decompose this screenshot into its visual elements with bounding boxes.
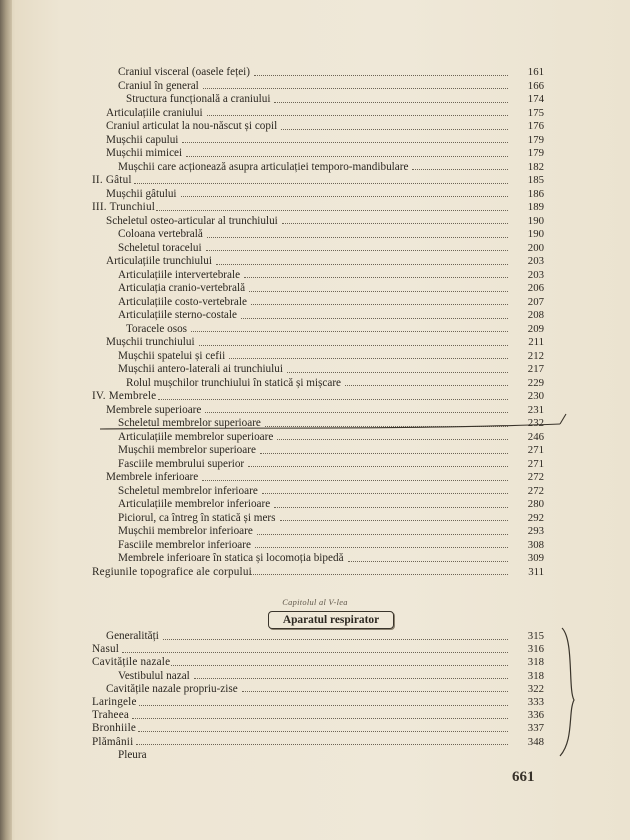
chapter-title: Aparatul respirator bbox=[268, 611, 394, 629]
dot-leader bbox=[139, 693, 508, 706]
toc-entry-title: Piciorul, ca întreg în statică și mers bbox=[118, 511, 276, 524]
dot-leader bbox=[241, 306, 508, 319]
toc-entry-title: Generalități bbox=[106, 630, 159, 642]
toc-page-number: 280 bbox=[527, 498, 544, 510]
toc-entry-title: Scheletul membrelor inferioare bbox=[118, 484, 258, 497]
toc-page-number: 316 bbox=[527, 643, 544, 656]
toc-page-number: 292 bbox=[527, 511, 544, 524]
dot-leader bbox=[134, 171, 508, 184]
dot-leader bbox=[194, 667, 508, 680]
dot-leader bbox=[158, 387, 508, 400]
dot-leader bbox=[242, 680, 508, 693]
toc-entry bbox=[84, 566, 544, 580]
toc-entry-title: Scheletul toracelui bbox=[118, 241, 202, 254]
toc-entry-title: Craniul articulat la nou-născut și copil bbox=[106, 120, 278, 132]
dot-leader bbox=[244, 266, 508, 279]
toc-page-number: 208 bbox=[527, 309, 544, 321]
toc-entry bbox=[84, 736, 544, 749]
toc-page-number: 211 bbox=[528, 336, 544, 348]
toc-page-number: 231 bbox=[527, 403, 544, 416]
toc-entry-title: Traheea bbox=[92, 709, 130, 722]
toc-page-number: 272 bbox=[527, 484, 544, 497]
dot-leader bbox=[281, 117, 508, 130]
toc-entry-title: Mușchii spatelui și cefii bbox=[118, 349, 226, 362]
toc-page-number: 217 bbox=[527, 363, 544, 375]
dot-leader bbox=[122, 640, 508, 653]
dot-leader bbox=[181, 185, 508, 198]
toc-entry-title: Craniul visceral (oasele feței) bbox=[118, 66, 251, 78]
toc-entry-title: Mușchii antero-laterali ai trunchiului bbox=[118, 363, 283, 375]
dot-leader bbox=[262, 482, 508, 495]
toc-entry-title: Articulația cranio-vertebrală bbox=[118, 282, 246, 294]
book-spine-shadow bbox=[0, 0, 12, 840]
toc-entry-title: Scheletul membrelor superioare bbox=[118, 417, 261, 429]
toc-page-number: 271 bbox=[527, 457, 544, 470]
toc-page-number: 203 bbox=[527, 255, 544, 267]
dot-leader bbox=[199, 333, 508, 346]
dot-leader bbox=[138, 719, 508, 732]
dot-leader bbox=[203, 77, 508, 90]
toc-page-number: 175 bbox=[527, 106, 544, 119]
toc-page-number: 161 bbox=[527, 66, 544, 78]
dot-leader bbox=[191, 320, 508, 333]
toc-entry-title: Mușchii trunchiului bbox=[106, 336, 195, 348]
dot-leader bbox=[205, 401, 508, 414]
toc-entry-title: Nasul bbox=[92, 643, 120, 656]
toc-entry-title: IV. Membrele bbox=[92, 390, 157, 402]
toc-page-number: 333 bbox=[527, 695, 544, 708]
respiratory-contents bbox=[84, 630, 544, 762]
toc-entry-title: Fasciile membrului superior bbox=[118, 457, 245, 470]
toc-entry-title: Mușchii gâtului bbox=[106, 187, 177, 200]
toc-page-number: 229 bbox=[527, 376, 544, 389]
dot-leader bbox=[287, 360, 508, 373]
toc-page-number: 272 bbox=[527, 471, 544, 483]
toc-entry-title: Membrele superioare bbox=[106, 403, 202, 416]
dot-leader bbox=[280, 509, 508, 522]
toc-page-number: 318 bbox=[527, 656, 544, 669]
dot-leader bbox=[182, 131, 508, 144]
toc-entry-title: Articulațiile intervertebrale bbox=[118, 268, 241, 281]
dot-leader bbox=[186, 144, 508, 157]
toc-entry-title: Structura funcțională a craniului bbox=[126, 93, 271, 105]
toc-entry-title: Craniul în general bbox=[118, 79, 199, 92]
dot-leader bbox=[206, 239, 508, 252]
toc-page-number: 232 bbox=[527, 417, 544, 429]
toc-page-number: 176 bbox=[527, 120, 544, 132]
dot-leader bbox=[254, 63, 508, 76]
toc-page-number: 206 bbox=[527, 282, 544, 294]
toc-page-number: 246 bbox=[527, 430, 544, 443]
toc-entry-title: Laringele bbox=[92, 695, 137, 708]
toc-entry-title: Articulațiile membrelor inferioare bbox=[118, 498, 271, 510]
dot-leader bbox=[156, 198, 508, 211]
toc-page-number: 185 bbox=[527, 174, 544, 186]
toc-page-number: 337 bbox=[527, 722, 544, 735]
toc-entry-title: Membrele inferioare bbox=[106, 471, 199, 483]
dot-leader bbox=[345, 374, 508, 387]
dot-leader bbox=[412, 158, 508, 171]
dot-leader bbox=[132, 706, 508, 719]
toc-page-number: 308 bbox=[527, 538, 544, 551]
toc-page-number: 200 bbox=[527, 241, 544, 254]
toc-page-number: 348 bbox=[527, 735, 544, 748]
dot-leader bbox=[251, 293, 508, 306]
dot-leader bbox=[207, 104, 508, 117]
toc-entry-title: Coloana vertebrală bbox=[118, 228, 203, 240]
dot-leader bbox=[277, 428, 508, 441]
toc-page-number: 322 bbox=[527, 682, 544, 695]
toc-page-number: 318 bbox=[527, 669, 544, 682]
dot-leader bbox=[265, 414, 508, 427]
toc-page-number: 315 bbox=[527, 630, 544, 642]
toc-page-number: 230 bbox=[527, 390, 544, 402]
toc-page-number: 311 bbox=[528, 565, 544, 578]
toc-page-number: 174 bbox=[527, 93, 544, 105]
toc-page-number: 179 bbox=[527, 147, 544, 159]
toc-entry-title: Articulațiile sterno-costale bbox=[118, 309, 237, 321]
toc-entry-title: Mușchii care acționează asupra articulației temporo-mandibulare bbox=[118, 160, 409, 173]
dot-leader bbox=[260, 441, 508, 454]
dot-leader bbox=[229, 347, 508, 360]
toc-entry-title: Mușchii mimicei bbox=[106, 147, 183, 159]
toc-entry-title: Fasciile membrelor inferioare bbox=[118, 538, 251, 551]
dot-leader bbox=[163, 627, 508, 640]
dot-leader bbox=[348, 549, 508, 562]
dot-leader bbox=[249, 279, 508, 292]
toc-entry-title: Cavitățile nazale propriu-zise bbox=[106, 682, 238, 695]
toc-page-number: 293 bbox=[527, 525, 544, 537]
toc-entry-title: Rolul mușchilor trunchiului în statică și mișcare bbox=[126, 376, 342, 389]
toc-page-number: 179 bbox=[527, 133, 544, 146]
dot-leader bbox=[248, 455, 508, 468]
toc-page-number: 190 bbox=[527, 228, 544, 240]
toc-entry-title: Articulațiile membrelor superioare bbox=[118, 430, 274, 443]
toc-entry-title: Articulațiile costo-vertebrale bbox=[118, 295, 247, 308]
toc-entry-title: Membrele inferioare în statica și locomoția bipedă bbox=[118, 552, 344, 564]
toc-page-number: 207 bbox=[527, 295, 544, 308]
toc-entry-title: Mușchii membrelor inferioare bbox=[118, 525, 253, 537]
dot-leader bbox=[136, 733, 508, 746]
dot-leader bbox=[274, 495, 508, 508]
toc-entry-title: Toracele osos bbox=[126, 322, 188, 335]
toc-entry-title: Regiunile topografice ale corpului bbox=[92, 565, 252, 578]
toc-page-number: 209 bbox=[527, 322, 544, 335]
toc-entry bbox=[84, 749, 544, 762]
dot-leader bbox=[216, 252, 508, 265]
toc-entry-title: II. Gâtul bbox=[92, 174, 132, 186]
dot-leader bbox=[274, 90, 508, 103]
toc-page-number: 186 bbox=[527, 187, 544, 200]
toc-entry-title: Pleura bbox=[118, 748, 147, 761]
dot-leader bbox=[249, 563, 508, 576]
dot-leader bbox=[257, 522, 508, 535]
chapter-caption: Capitolul al V-lea bbox=[282, 598, 348, 607]
toc-page-number: 212 bbox=[527, 349, 544, 362]
toc-entry-title: Articulațiile craniului bbox=[106, 106, 203, 119]
toc-page-number: 190 bbox=[527, 214, 544, 227]
table-of-contents bbox=[84, 66, 544, 579]
toc-page-number: 189 bbox=[527, 201, 544, 213]
toc-page-number: 336 bbox=[527, 709, 544, 722]
toc-entry-title: Mușchii membrelor superioare bbox=[118, 444, 256, 456]
toc-entry-title: Scheletul osteo-articular al trunchiului bbox=[106, 214, 278, 227]
toc-page-number: 166 bbox=[527, 79, 544, 92]
toc-page-number: 182 bbox=[527, 160, 544, 173]
toc-entry-title: Plămânii bbox=[92, 735, 134, 748]
toc-page-number: 271 bbox=[527, 444, 544, 456]
dot-leader bbox=[202, 468, 508, 481]
dot-leader bbox=[255, 536, 508, 549]
toc-entry-title: Vestibulul nazal bbox=[118, 669, 190, 682]
toc-entry-title: Cavitățile nazale bbox=[92, 656, 171, 669]
toc-entry-title: III. Trunchiul bbox=[92, 201, 156, 213]
dot-leader bbox=[207, 225, 508, 238]
toc-page-number: 309 bbox=[527, 552, 544, 564]
dot-leader bbox=[171, 653, 508, 666]
toc-entry-title: Bronhiile bbox=[92, 722, 137, 735]
toc-page-number: 203 bbox=[527, 268, 544, 281]
page-number: 661 bbox=[512, 769, 535, 785]
toc-entry-title: Articulațiile trunchiului bbox=[106, 255, 212, 267]
dot-leader bbox=[282, 212, 508, 225]
toc-entry-title: Mușchii capului bbox=[106, 133, 179, 146]
